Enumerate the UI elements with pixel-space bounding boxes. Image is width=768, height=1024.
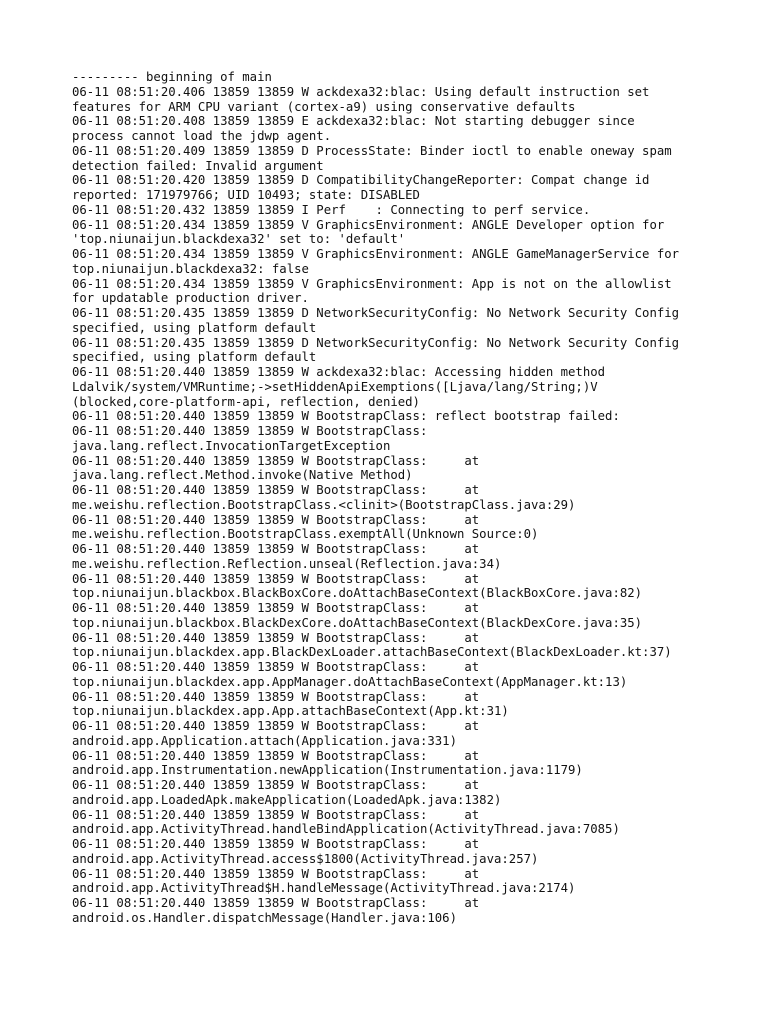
log-line: 06-11 08:51:20.440 13859 13859 W BootstrapClass: at [72, 837, 480, 851]
log-line: 06-11 08:51:20.440 13859 13859 W BootstrapClass: at [72, 601, 480, 615]
log-line: 06-11 08:51:20.440 13859 13859 W BootstrapClass: at [72, 866, 480, 881]
log-line: 06-11 08:51:20.435 13859 13859 D NetworkSecurityConfig: No Network Security Config [72, 335, 680, 350]
log-line: 06-11 08:51:20.440 13859 13859 W BootstrapClass: at [72, 748, 480, 763]
log-line: me.weishu.reflection.BootstrapClass.<clinit>(BootstrapClass.java:29) [72, 497, 576, 512]
log-line: 06-11 08:51:20.434 13859 13859 V GraphicsEnvironment: ANGLE Developer option for [72, 217, 665, 232]
log-line: detection failed: Invalid argument [72, 158, 324, 173]
log-line: top.niunaijun.blackdexa32: false [72, 261, 309, 276]
log-line: top.niunaijun.blackdex.app.BlackDexLoader.attachBaseContext(BlackDexLoader.kt:37) [72, 645, 672, 660]
log-line: 06-11 08:51:20.432 13859 13859 I Perf : Connecting to perf service. [72, 202, 591, 217]
log-line: 06-11 08:51:20.440 13859 13859 W BootstrapClass: at [72, 542, 480, 556]
log-line: 06-11 08:51:20.440 13859 13859 W BootstrapClass: at [72, 719, 480, 733]
log-line: 06-11 08:51:20.406 13859 13859 W ackdexa32:blac: Using default instruction set [72, 84, 650, 99]
log-line: android.os.Handler.dispatchMessage(Handler.java:106) [72, 910, 457, 925]
log-line: top.niunaijun.blackdex.app.App.attachBaseContext(App.kt:31) [72, 704, 509, 719]
log-line: 06-11 08:51:20.440 13859 13859 W BootstrapClass: at [72, 778, 480, 792]
log-line: 06-11 08:51:20.440 13859 13859 W BootstrapClass: at [72, 630, 480, 645]
log-line: process cannot load the jdwp agent. [72, 129, 332, 143]
log-line: android.app.Application.attach(Application.java:331) [72, 733, 457, 748]
log-line: 06-11 08:51:20.440 13859 13859 W BootstrapClass: at [72, 689, 480, 704]
log-line: 06-11 08:51:20.440 13859 13859 W BootstrapClass: at [72, 453, 480, 468]
log-line: 06-11 08:51:20.434 13859 13859 V GraphicsEnvironment: ANGLE GameManagerService for [72, 247, 680, 261]
log-line: 06-11 08:51:20.440 13859 13859 W BootstrapClass: [72, 424, 428, 438]
log-line: me.weishu.reflection.Reflection.unseal(Reflection.java:34) [72, 556, 502, 571]
log-line: 06-11 08:51:20.440 13859 13859 W BootstrapClass: at [72, 571, 480, 586]
log-line: 06-11 08:51:20.408 13859 13859 E ackdexa32:blac: Not starting debugger since [72, 114, 635, 129]
log-line: 06-11 08:51:20.440 13859 13859 W BootstrapClass: at [72, 483, 480, 497]
log-line: 06-11 08:51:20.440 13859 13859 W BootstrapClass: at [72, 896, 480, 910]
log-line: 'top.niunaijun.blackdexa32' set to: 'default' [72, 232, 406, 247]
log-line: 06-11 08:51:20.440 13859 13859 W ackdexa32:blac: Accessing hidden method [72, 365, 606, 379]
log-line: 06-11 08:51:20.434 13859 13859 V GraphicsEnvironment: App is not on the allowlist [72, 276, 672, 291]
log-line: 06-11 08:51:20.420 13859 13859 D CompatibilityChangeReporter: Compat change id [72, 173, 650, 188]
log-line: java.lang.reflect.Method.invoke(Native Method) [72, 468, 413, 483]
log-line: features for ARM CPU variant (cortex-a9) using conservative defaults [72, 99, 576, 114]
log-line: top.niunaijun.blackdex.app.AppManager.doAttachBaseContext(AppManager.kt:13) [72, 674, 628, 689]
log-line: android.app.Instrumentation.newApplication(Instrumentation.java:1179) [72, 763, 583, 778]
log-line: (blocked,core-platform-api, reflection, denied) [72, 394, 420, 409]
log-line: 06-11 08:51:20.440 13859 13859 W BootstrapClass: at [72, 512, 480, 527]
log-line: 06-11 08:51:20.440 13859 13859 W BootstrapClass: at [72, 660, 480, 674]
log-document [72, 70, 712, 926]
log-line: java.lang.reflect.InvocationTargetException [72, 438, 391, 453]
log-line: specified, using platform default [72, 350, 317, 365]
log-line: 06-11 08:51:20.435 13859 13859 D NetworkSecurityConfig: No Network Security Config [72, 306, 680, 320]
log-line: --------- beginning of main [72, 70, 272, 84]
log-line: android.app.ActivityThread.handleBindApplication(ActivityThread.java:7085) [72, 822, 620, 837]
log-line: top.niunaijun.blackbox.BlackBoxCore.doAttachBaseContext(BlackBoxCore.java:82) [72, 586, 643, 601]
log-line: 06-11 08:51:20.440 13859 13859 W BootstrapClass: reflect bootstrap failed: [72, 409, 620, 424]
log-line: for updatable production driver. [72, 291, 309, 306]
log-line: me.weishu.reflection.BootstrapClass.exemptAll(Unknown Source:0) [72, 527, 539, 542]
log-line: Ldalvik/system/VMRuntime;->setHiddenApiExemptions([Ljava/lang/String;)V [72, 379, 598, 394]
log-line: 06-11 08:51:20.440 13859 13859 W BootstrapClass: at [72, 807, 480, 822]
log-line: reported: 171979766; UID 10493; state: DISABLED [72, 188, 420, 202]
log-line: android.app.ActivityThread.access$1800(ActivityThread.java:257) [72, 851, 539, 866]
log-line: 06-11 08:51:20.409 13859 13859 D ProcessState: Binder ioctl to enable oneway spam [72, 143, 672, 158]
log-line: specified, using platform default [72, 320, 317, 335]
log-line: top.niunaijun.blackbox.BlackDexCore.doAttachBaseContext(BlackDexCore.java:35) [72, 615, 643, 630]
log-line: android.app.ActivityThread$H.handleMessage(ActivityThread.java:2174) [72, 881, 576, 896]
log-line: android.app.LoadedApk.makeApplication(LoadedApk.java:1382) [72, 792, 502, 807]
